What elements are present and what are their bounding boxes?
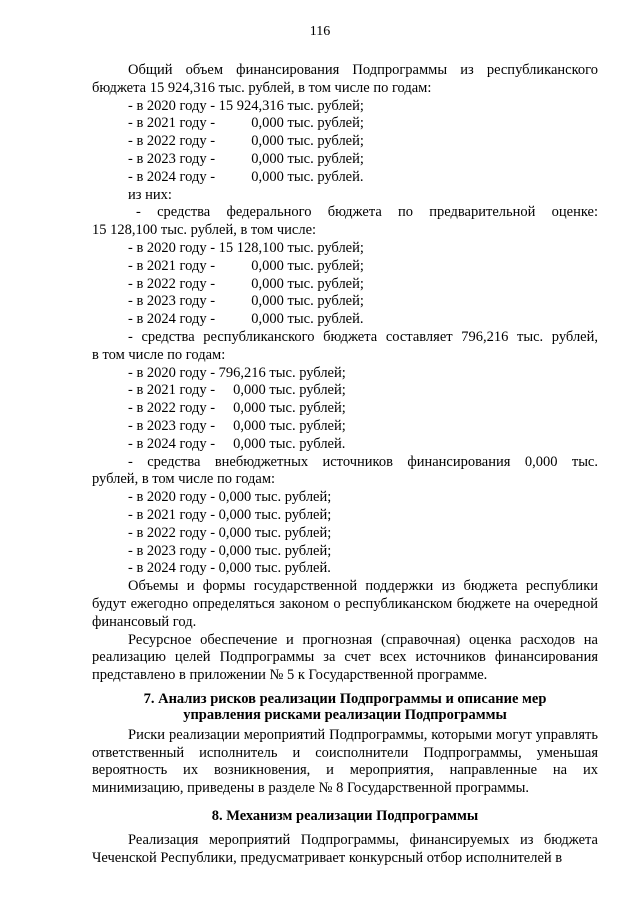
- total-years-list: [92, 98, 598, 187]
- republic-years-list: [92, 365, 598, 454]
- extra-year-2022: - в 2022 году - 0,000 тыс. рублей;: [128, 524, 332, 541]
- federal-line1: - средства федерального бюджета по предварительной оценке:: [136, 204, 598, 221]
- extra-budget-line1: - средства внебюджетных источников финансирования 0,000 тыс.: [128, 453, 598, 470]
- total-year-2021: - в 2021 году - 0,000 тыс. рублей;: [128, 115, 364, 132]
- extra-year-2021: - в 2021 году - 0,000 тыс. рублей;: [128, 506, 332, 523]
- page-content: [92, 62, 598, 868]
- federal-years-list: [92, 240, 598, 329]
- section-7-heading-line1: 7. Анализ рисков реализации Подпрограммы и описание мер: [143, 690, 547, 707]
- federal-year-2021: - в 2021 году - 0,000 тыс. рублей;: [128, 257, 364, 274]
- total-financing-line1: Общий объем финансирования Подпрограммы из республиканского: [128, 62, 598, 78]
- republic-year-2024: - в 2024 году - 0,000 тыс. рублей.: [128, 435, 346, 452]
- extra-year-2023: - в 2023 году - 0,000 тыс. рублей;: [128, 542, 332, 559]
- total-year-2020: - в 2020 году - 15 924,316 тыс. рублей;: [128, 97, 364, 114]
- resource-paragraph: Ресурсное обеспечение и прогнозная (справочная) оценка расходов на реализацию целей Подпрограммы за счет всех источников финансирования представлено в приложении № 5 к Государственной программе.: [92, 631, 598, 684]
- page-number: 116: [309, 24, 331, 39]
- total-year-2023: - в 2023 году - 0,000 тыс. рублей;: [128, 150, 364, 167]
- federal-year-2024: - в 2024 году - 0,000 тыс. рублей.: [128, 311, 364, 328]
- extra-year-2020: - в 2020 году - 0,000 тыс. рублей;: [128, 489, 332, 506]
- state-support-paragraph: Объемы и формы государственной поддержки из бюджета республики будут ежегодно определяться законом о республиканском бюджете на очередной финансовый год.: [92, 578, 598, 630]
- section-8-heading: 8. Механизм реализации Подпрограммы: [211, 808, 479, 825]
- extra-years-list: [92, 489, 598, 578]
- of-them-label: из них:: [128, 186, 172, 203]
- republic-year-2020: - в 2020 году - 796,216 тыс. рублей;: [128, 364, 346, 381]
- federal-year-2023: - в 2023 году - 0,000 тыс. рублей;: [128, 293, 364, 310]
- federal-year-2022: - в 2022 году - 0,000 тыс. рублей;: [128, 275, 364, 292]
- extra-budget-line2: рублей, в том числе по годам:: [92, 471, 276, 488]
- total-year-2022: - в 2022 году - 0,000 тыс. рублей;: [128, 133, 364, 150]
- total-year-2024: - в 2024 году - 0,000 тыс. рублей.: [128, 168, 364, 185]
- section-8-text: Реализация мероприятий Подпрограммы, финансируемых из бюджета Чеченской Республики, предусматривает конкурсный отбор исполнителей в: [92, 832, 598, 866]
- extra-year-2024: - в 2024 году - 0,000 тыс. рублей.: [128, 560, 331, 577]
- federal-line2: 15 128,100 тыс. рублей, в том числе:: [92, 222, 317, 239]
- republic-line1: - средства республиканского бюджета составляет 796,216 тыс. рублей,: [128, 328, 598, 345]
- republic-line2: в том числе по годам:: [92, 346, 226, 363]
- federal-year-2020: - в 2020 году - 15 128,100 тыс. рублей;: [128, 239, 364, 256]
- section-7-heading-line2: управления рисками реализации Подпрограммы: [183, 706, 507, 723]
- republic-year-2021: - в 2021 году - 0,000 тыс. рублей;: [128, 382, 346, 399]
- republic-year-2023: - в 2023 году - 0,000 тыс. рублей;: [128, 417, 346, 434]
- section-7-heading: [92, 691, 598, 723]
- republic-year-2022: - в 2022 году - 0,000 тыс. рублей;: [128, 400, 346, 417]
- section-7-text: Риски реализации мероприятий Подпрограммы, которыми могут управлять ответственный исполнитель и соисполнители Подпрограммы, уменьшая вероятность их возникновения, и мероприятия, направленные на их минимизацию, приведены в разделе № 8 Государственной программы.: [92, 726, 598, 797]
- total-financing-line2: бюджета 15 924,316 тыс. рублей, в том числе по годам:: [92, 79, 432, 96]
